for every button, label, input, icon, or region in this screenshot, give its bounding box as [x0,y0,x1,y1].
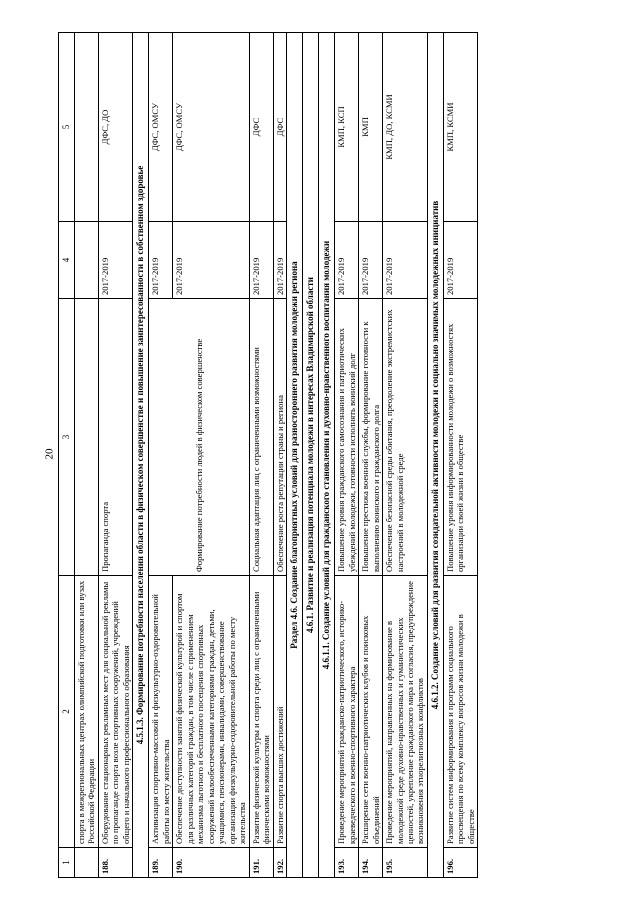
table-row [98,33,132,878]
period-cell: 2017-2019 [98,222,132,299]
row-number: 190. [173,848,249,878]
responsible-cell: КМП, КСМИ [443,33,477,222]
period-cell: 2017-2019 [149,222,173,299]
result-cell: Пропаганда спорта [98,299,132,576]
row-number: 194. [359,848,383,878]
table-header-row [59,33,75,878]
period-cell: 2017-2019 [359,222,383,299]
section-heading-row [133,33,149,878]
responsible-cell: ДФС [249,33,273,222]
responsible-cell: ДФС, ОМСУ [173,33,249,222]
table-row [443,33,477,878]
row-number [74,848,98,878]
header-cell-result: 3 [59,299,75,576]
period-cell: 2017-2019 [443,222,477,299]
result-cell: Социальная адаптация лиц с ограниченными возможностями [249,299,273,576]
period-cell: 2017-2019 [383,222,428,299]
table-row [383,33,428,878]
row-number: 191. [249,848,273,878]
activity-cell: Активизация спортивно-массовой и физкультурно-оздоровительной работы по месту жительства [149,576,173,848]
result-cell: Обеспечение безопасной среды обитания, преодоление экстремистских настроений в молодежной среде [383,299,428,576]
activity-cell: Развитие физической культуры и спорта среди лиц с ограниченными физическими возможностями [249,576,273,848]
rotated-page-content [58,33,608,878]
section-heading-row [427,33,443,878]
result-cell: Обеспечение роста репутации страны и региона [273,299,286,576]
page-number: 20 [43,448,56,460]
row-number: 189. [149,848,173,878]
action-plan-table [58,32,478,878]
header-cell-activity: 2 [59,576,75,848]
table-row [149,33,173,878]
section-heading: 4.5.1.3. Формирование потребности населения области в физическом совершенстве и повышение заинтересованности в собственном здоровье [133,33,149,878]
activity-cell: спорта в межрегиональных центрах олимпийской подготовки или вузах Российской Федерации [74,576,98,848]
row-number: 188. [98,848,132,878]
period-cell: 2017-2019 [335,222,359,299]
activity-cell: Расширение сети военно-патриотических клубов и поисковых объединений [359,576,383,848]
responsible-cell [74,33,98,222]
responsible-cell: ДФС [273,33,286,222]
table-row [359,33,383,878]
header-cell-number: 1 [59,848,75,878]
responsible-cell: ДФС, ДО [98,33,132,222]
result-cell: Повышение уровня гражданского самосознания и патриотических убеждений молодежи, готовности исполнять воинский долг [335,299,359,576]
row-number: 193. [335,848,359,878]
section-heading: 4.6.1. Развитие и реализация потенциала молодежи в интересах Владимирской области [303,33,319,878]
section-heading: 4.6.1.1. Создание условий для гражданского становления и духовно-нравственного воспитания молодежи [319,33,335,878]
activity-cell: Развитие спорта высших достижений [273,576,286,848]
activity-cell: Проведение мероприятий, направленных на формирование в молодежной среде духовно-нравственных и гуманистических ценностей, укрепление гражданского мира и согласия, предупреждение возникновения этнорелигиозных конфликтов [383,576,428,848]
period-cell [74,222,98,299]
result-cell: Формирование потребности людей в физическом совершенстве [149,299,249,576]
result-cell: Повышение уровня информированности молодежи о возможностях организации своей жизни в обществе [443,299,477,576]
responsible-cell: КМП [359,33,383,222]
section-heading: 4.6.1.2. Создание условий для развития созидательной активности молодежи и социально значимых молодежных инициатив [427,33,443,878]
row-number: 196. [443,848,477,878]
section-heading-row [319,33,335,878]
table-row [273,33,286,878]
period-cell: 2017-2019 [249,222,273,299]
activity-cell: Развитие систем информирования и программ социального просвещения по всему комплексу вопросов жизни молодежи в обществе [443,576,477,848]
section-heading: Раздел 4.6. Создание благоприятных условий для разностороннего развития молодежи региона [287,33,303,878]
responsible-cell: КМП, ДО, КСМИ [383,33,428,222]
period-cell: 2017-2019 [173,222,249,299]
activity-cell: Проведение мероприятий гражданско-патриотического, историко-краеведческого и военно-спортивного характера [335,576,359,848]
header-cell-responsible: 5 [59,33,75,222]
table-row [249,33,273,878]
period-cell: 2017-2019 [273,222,286,299]
result-cell: Повышение престижа военной службы, формирование готовности к выполнению воинского и гражданского долга [359,299,383,576]
table-row [335,33,359,878]
row-number: 192. [273,848,286,878]
result-cell [74,299,98,576]
table-row [74,33,98,878]
header-cell-period: 4 [59,222,75,299]
activity-cell: Обеспечение доступности занятий физической культурой и спортом для различных категорий граждан, в том числе с применением механизма льготного и бесплатного посещения спортивных сооружений малообеспеченными категориями граждан, детьми, учащимися, пенсионерами, инвалидами, совершенствование организации физкультурно-оздоровительной работы по месту жительства [173,576,249,848]
section-heading-row [287,33,303,878]
row-number: 195. [383,848,428,878]
section-heading-row [303,33,319,878]
responsible-cell: ДФС, ОМСУ [149,33,173,222]
activity-cell: Оборудование стационарных рекламных мест для социальной рекламы по пропаганде спорта возле спортивных сооружений, учреждений общего и начального профессионального образования [98,576,132,848]
responsible-cell: КМП, КСП [335,33,359,222]
